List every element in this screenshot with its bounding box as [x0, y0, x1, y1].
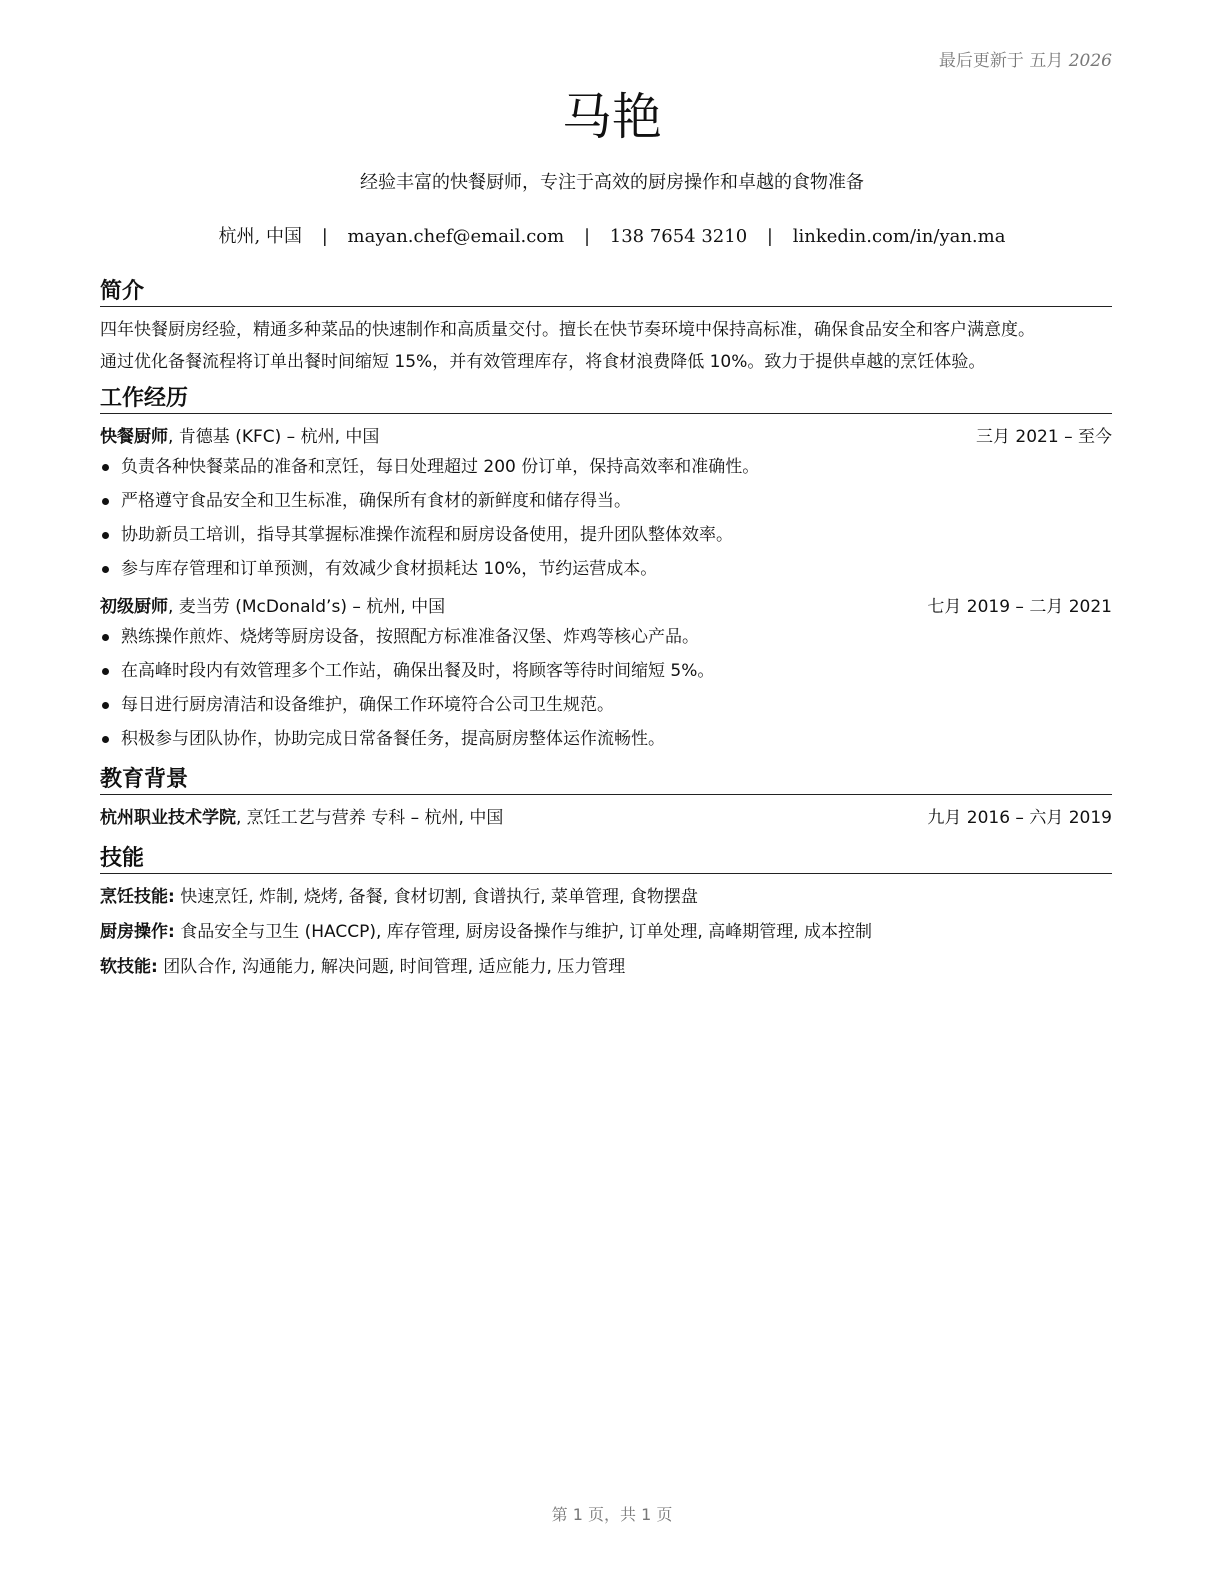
- list-item: [100, 488, 1112, 514]
- section-title-experience: 工作经历: [100, 385, 1112, 414]
- education-detail: , 烹饪工艺与营养 专科 – 杭州, 中国: [236, 808, 504, 828]
- education-school: 杭州职业技术学院: [100, 808, 236, 828]
- bullet-text: 协助新员工培训，指导其掌握标准操作流程和厨房设备使用，提升团队整体效率。: [121, 525, 733, 545]
- contact-separator: |: [583, 226, 591, 247]
- bullet-text: 每日进行厨房清洁和设备维护，确保工作环境符合公司卫生规范。: [121, 695, 614, 715]
- skill-value: 快速烹饪, 炸制, 烧烤, 备餐, 食材切割, 食谱执行, 菜单管理, 食物摆盘: [174, 887, 698, 907]
- bullet-icon: [102, 498, 109, 505]
- bullet-text: 参与库存管理和订单预测，有效减少食材损耗达 10%，节约运营成本。: [121, 559, 658, 579]
- contact-separator: |: [321, 226, 328, 247]
- bullet-icon: [102, 668, 109, 675]
- job-role: 快餐厨师: [100, 427, 168, 447]
- job-title-line: [100, 424, 379, 450]
- job-employer: , 肯德基 (KFC) – 杭州, 中国: [168, 427, 380, 447]
- contact-line: [0, 224, 1224, 250]
- contact-email[interactable]: mayan.chef@email.com: [347, 226, 565, 247]
- skill-label: 软技能:: [100, 957, 158, 977]
- bullet-text: 严格遵守食品安全和卫生标准，确保所有食材的新鲜度和储存得当。: [121, 491, 631, 511]
- section-title-education: 教育背景: [100, 766, 1112, 795]
- last-updated-label: 最后更新于 五月: [938, 51, 1064, 71]
- bullet-text: 积极参与团队协作，协助完成日常备餐任务，提高厨房整体运作流畅性。: [121, 729, 665, 749]
- list-item: [100, 624, 1112, 650]
- page-footer: 第 1 页，共 1 页: [551, 1505, 673, 1524]
- education-line: [100, 805, 503, 831]
- skill-row: [100, 884, 1112, 910]
- list-item: [100, 692, 1112, 718]
- list-item: [100, 658, 1112, 684]
- skill-row: [100, 919, 1112, 945]
- job-header: [100, 594, 1112, 620]
- job-employer: , 麦当劳 (McDonald’s) – 杭州, 中国: [168, 597, 446, 617]
- job-header: [100, 424, 1112, 450]
- contact-linkedin[interactable]: linkedin.com/in/yan.ma: [792, 226, 1006, 247]
- contact-phone: 138 7654 3210: [609, 226, 748, 247]
- bullet-text: 在高峰时段内有效管理多个工作站，确保出餐及时，将顾客等待时间缩短 5%。: [121, 661, 715, 681]
- last-updated-year: 2026: [1068, 51, 1112, 71]
- job-bullets: [100, 624, 1112, 752]
- section-title-skills: 技能: [100, 845, 1112, 874]
- bullet-icon: [102, 702, 109, 709]
- contact-separator: |: [766, 226, 773, 247]
- job-role: 初级厨师: [100, 597, 168, 617]
- job-bullets: [100, 454, 1112, 582]
- last-updated: [939, 46, 1112, 71]
- summary-paragraph: 四年快餐厨房经验，精通多种菜品的快速制作和高质量交付。擅长在快节奏环境中保持高标准，确保食品安全和客户满意度。: [100, 320, 1035, 340]
- skill-value: 食品安全与卫生 (HACCP), 库存管理, 厨房设备操作与维护, 订单处理, 高峰期管理, 成本控制: [174, 922, 873, 942]
- list-item: [100, 726, 1112, 752]
- list-item: [100, 454, 1112, 480]
- section-title-summary: 简介: [100, 278, 1112, 307]
- summary-paragraph: 通过优化备餐流程将订单出餐时间缩短 15%，并有效管理库存，将食材浪费降低 10%。致力于提供卓越的烹饪体验。: [100, 352, 986, 372]
- education-dates: 九月 2016 – 六月 2019: [927, 808, 1112, 828]
- contact-location: 杭州, 中国: [218, 226, 302, 247]
- person-name: 马艳: [562, 88, 662, 146]
- tagline: 经验丰富的快餐厨师，专注于高效的厨房操作和卓越的食物准备: [360, 172, 864, 193]
- education-entry: [100, 805, 1112, 831]
- list-item: [100, 522, 1112, 548]
- skill-label: 烹饪技能:: [100, 887, 175, 907]
- skill-label: 厨房操作:: [100, 922, 175, 942]
- bullet-text: 负责各种快餐菜品的准备和烹饪，每日处理超过 200 份订单，保持高效率和准确性。: [121, 457, 760, 477]
- bullet-icon: [102, 532, 109, 539]
- job-dates: 七月 2019 – 二月 2021: [927, 597, 1112, 617]
- resume-content: [100, 278, 1112, 989]
- bullet-icon: [102, 566, 109, 573]
- bullet-icon: [102, 464, 109, 471]
- job-title-line: [100, 594, 445, 620]
- list-item: [100, 556, 1112, 582]
- bullet-icon: [102, 736, 109, 743]
- job-dates: 三月 2021 – 至今: [976, 427, 1112, 447]
- skill-value: 团队合作, 沟通能力, 解决问题, 时间管理, 适应能力, 压力管理: [157, 957, 626, 977]
- bullet-icon: [102, 634, 109, 641]
- skill-row: [100, 954, 1112, 980]
- bullet-text: 熟练操作煎炸、烧烤等厨房设备，按照配方标准准备汉堡、炸鸡等核心产品。: [121, 627, 699, 647]
